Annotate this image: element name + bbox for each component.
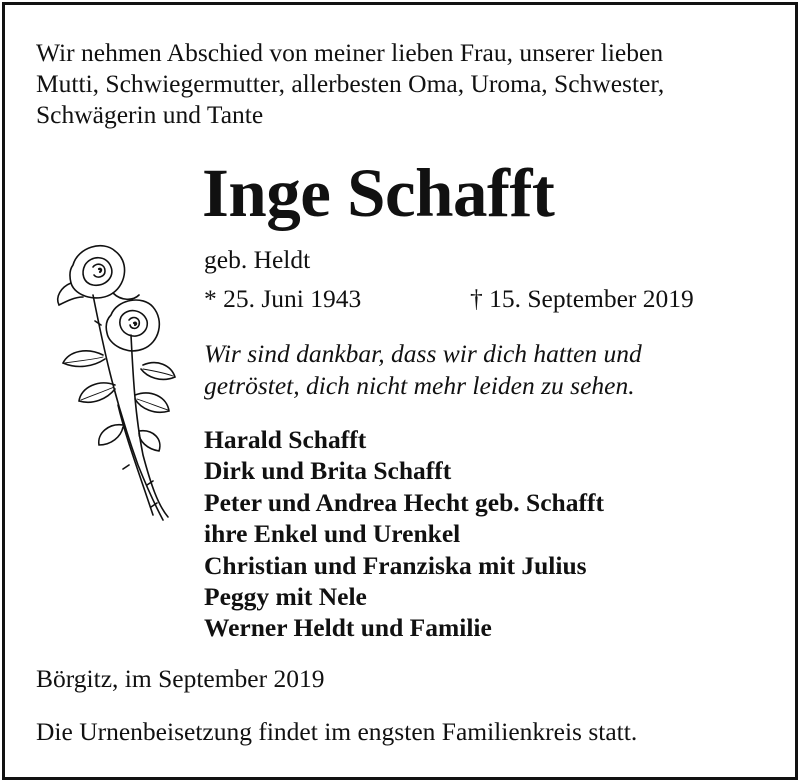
mourner-entry: Peter und Andrea Hecht geb. Schafft	[204, 487, 604, 517]
mourners-list	[204, 424, 604, 644]
birth-date: * 25. Juni 1943	[204, 284, 362, 313]
burial-note: Die Urnenbeisetzung findet im engsten Familienkreis statt.	[36, 717, 638, 746]
death-date: † 15. September 2019	[470, 284, 694, 313]
mourner-entry: Peggy mit Nele	[204, 582, 367, 612]
mourner-entry: ihre Enkel und Urenkel	[204, 519, 461, 549]
quote-line: getröstet, dich nicht mehr leiden zu sehen.	[204, 371, 635, 400]
memorial-quote	[204, 338, 642, 402]
intro-line: Wir nehmen Abschied von meiner lieben Frau, unserer lieben	[36, 38, 664, 67]
intro-text	[36, 37, 781, 130]
place-and-date: Börgitz, im September 2019	[36, 664, 325, 693]
mourner-entry: Christian und Franziska mit Julius	[204, 550, 587, 580]
deceased-name: Inge Schafft	[202, 155, 555, 231]
intro-line: Schwägerin und Tante	[36, 100, 264, 129]
mourner-entry: Harald Schafft	[204, 425, 367, 454]
mourner-entry: Dirk und Brita Schafft	[204, 456, 452, 486]
birth-name: geb. Heldt	[204, 245, 311, 274]
intro-line: Mutti, Schwiegermutter, allerbesten Oma, Uroma, Schwester,	[36, 69, 665, 98]
rose-bouquet-icon	[43, 235, 183, 525]
mourner-entry: Werner Heldt und Familie	[204, 613, 492, 643]
quote-line: Wir sind dankbar, dass wir dich hatten und	[204, 339, 642, 368]
obituary-notice	[2, 2, 798, 780]
